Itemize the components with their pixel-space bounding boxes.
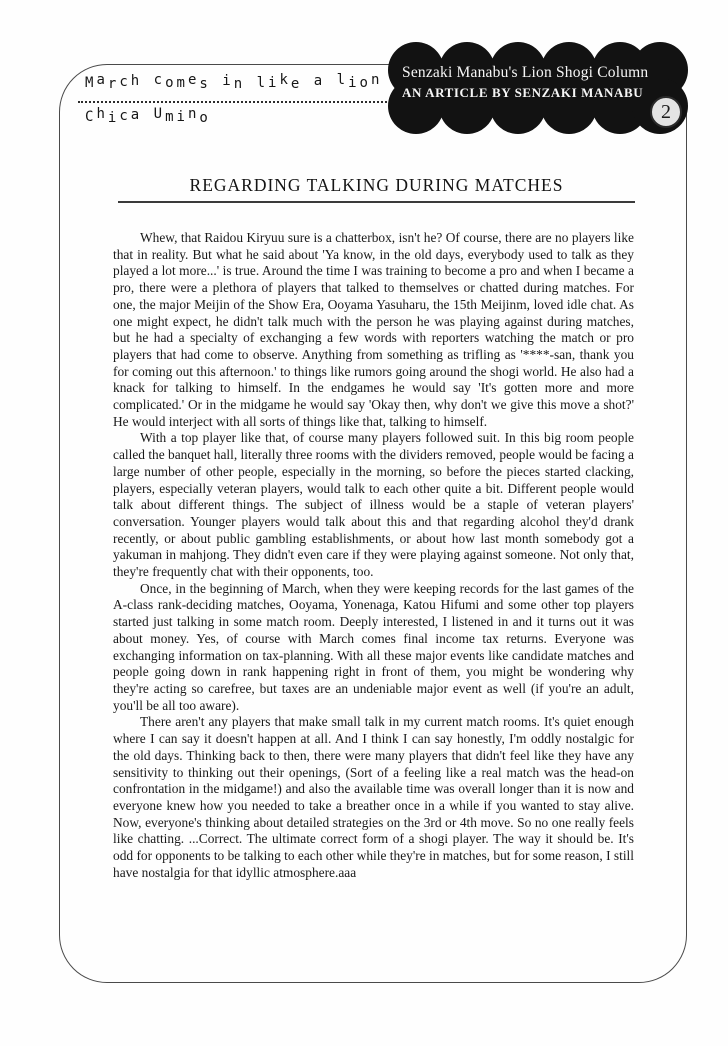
badge-title: Senzaki Manabu's Lion Shogi Column bbox=[402, 64, 649, 81]
author-name: Chica Umino bbox=[85, 106, 211, 126]
column-badge bbox=[386, 40, 690, 136]
badge-subtitle: AN ARTICLE BY SENZAKI MANABU bbox=[402, 85, 644, 100]
heading-rule bbox=[118, 201, 635, 203]
dotted-divider bbox=[78, 101, 418, 103]
series-header bbox=[85, 74, 420, 90]
column-number-badge: 2 bbox=[650, 96, 682, 128]
series-title: March comes in like a lion bbox=[85, 72, 383, 92]
paragraph: With a top player like that, of course many players followed suit. In this big room people called the banquet hall, literally three rooms with the dividers removed, people would be facing a large number of other people, especially in the morning, so before the pieces started clacking, players, especially veteran players, would talk to each other quite a bit. Different people would talk about different things. The subject of illness would be a staple of veteran players' conversation. Younger players would talk about this and that regarding alcohol they'd drank recently, or about public gambling establishments, or about how last month somebody got a yakuman in mahjong. They didn't even care if they were playing against someone. Not only that, they're frequently chat with their opponents, too. bbox=[113, 430, 634, 580]
article-body bbox=[113, 230, 634, 881]
paragraph: There aren't any players that make small talk in my current match rooms. It's quiet enough where I can say it doesn't happen at all. And I think I can say honestly, I'm oddly nostalgic for the old days. Thinking back to then, there were many players that didn't feel like they have any sensitivity to thinking out their openings, (Sort of a feeling like a real match was the head-on confrontation in the midgame!) and also the available time was overall longer than it is now and everyone knew how you needed to take a breather once in a while if you wanted to stay alive. Now, everyone's thinking about detailed strategies on the 3rd or 4th move. So no one really feels like chatting. ...Correct. The ultimate correct form of a shogi player. The way it should be. It's odd for opponents to be talking to each other while they're in matches, but for some reason, I still have nostalgia for that idyllic atmosphere.aaa bbox=[113, 714, 634, 880]
paragraph: Once, in the beginning of March, when they were keeping records for the last games of the A-class rank-deciding matches, Ooyama, Yonenaga, Katou Hifumi and some other top players started just talking in some match room. Deeply interested, I listened in and it turns out it was about money. Yes, of course with March comes final income tax returns. Everyone was exchanging information on tax-planning. With all these major events like candidate matches and people going down in rank happening right in front of them, you might be wondering why they're acting so carefree, but taxes are an undeniable major event as well (if you're an adult, you'll be all too aware). bbox=[113, 580, 634, 713]
paragraph: Whew, that Raidou Kiryuu sure is a chatterbox, isn't he? Of course, there are no players like that in reality. But what he said about 'Ya know, in the old days, everybody used to talk as they played a lot more...' is true. Around the time I was training to become a pro and when I became a pro, there were a plethora of players that talked to themselves or chatted during matches. For one, the major Meijin of the Show Era, Ooyama Yasuharu, the 15th Meijinm, loved idle chat. As one might expect, he didn't talk much with the person he was playing against during matches, but he had a specialty of exchanging a few words with reporters watching the match or pro players that had come to observe. Anything from something as trifling as '****-san, thank you for coming out this afternoon.' to things like rumors going around the shogi world. He also had a knack for talking to himself. In the endgames he would say 'It's gotten more and more complicated.' Or in the midgame he would say 'Okay then, why don't we give this move a shot?' He would interject with all sorts of things like that, talking to himself. bbox=[113, 230, 634, 429]
badge-text bbox=[402, 64, 677, 101]
article-heading: REGARDING TALKING DURING MATCHES bbox=[189, 175, 564, 195]
